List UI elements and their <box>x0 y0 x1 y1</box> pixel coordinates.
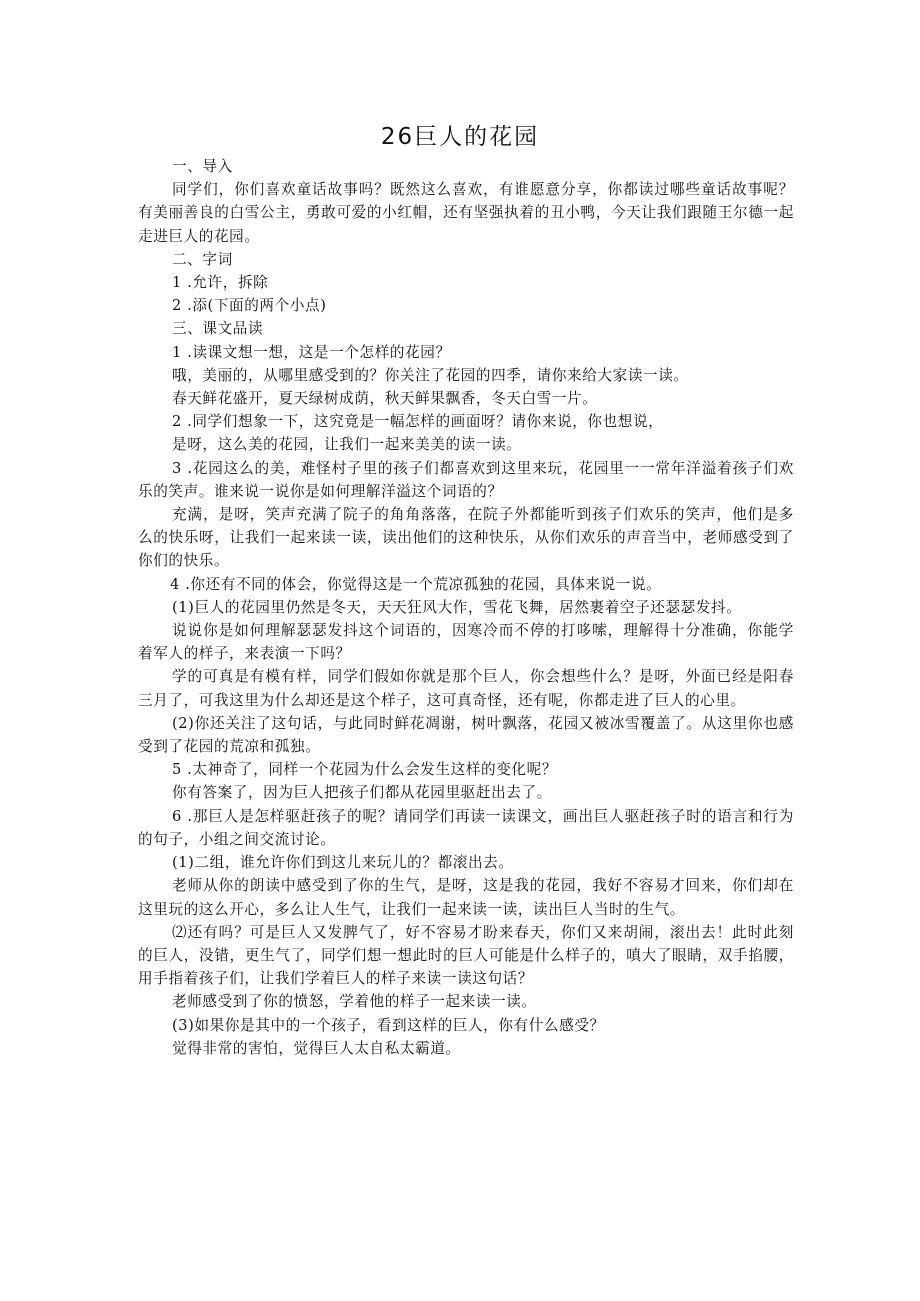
paragraph: 你有答案了，因为巨人把孩子们都从花园里驱赶出去了。 <box>172 784 552 802</box>
list-item: 6 .那巨人是怎样驱赶孩子的呢？请同学们再读一读课文，画出巨人驱赶孩子时的语言和行为的句子，小组之间交流讨论。 <box>138 807 794 848</box>
paragraph: 春天鲜花盛开，夏天绿树成荫，秋天鲜果飘香，冬天白雪一片。 <box>172 390 598 408</box>
paragraph: 同学们，你们喜欢童话故事吗？既然这么喜欢，有谁愿意分享，你都读过哪些童话故事呢？有美丽善良的白雪公主，勇敢可爱的小红帽，还有坚强执着的丑小鸭，今天让我们跟随王尔德一起走进巨人的花园。 <box>138 181 794 245</box>
paragraph: 充满，是呀，笑声充满了院子的角角落落，在院子外都能听到孩子们欢乐的笑声，他们是多么的快乐呀，让我们一起来读一读，读出他们的这种快乐，从你们欢乐的声音当中，老师感受到了你们的快乐。 <box>138 506 794 570</box>
list-item: 1 .允许，拆除 <box>172 274 269 292</box>
list-item: 3 .花园这么的美，难怪村子里的孩子们都喜欢到这里来玩，花园里一一常年洋溢着孩子们欢乐的笑声。谁来说一说你是如何理解洋溢这个词语的？ <box>138 459 794 500</box>
paragraph: 老师从你的朗读中感受到了你的生气，是呀，这是我的花园，我好不容易才回来，你们却在这里玩的这么开心，多么让人生气，让我们一起来读一读，读出巨人当时的生气。 <box>138 877 794 918</box>
paragraph: 说说你是如何理解瑟瑟发抖这个词语的，因寒冷而不停的打哆嗦，理解得十分准确，你能学着军人的样子，来表演一下吗？ <box>138 622 794 663</box>
sub-item: (1)巨人的花园里仍然是冬天，天天狂风大作，雪花飞舞，居然裹着空子还瑟瑟发抖。 <box>172 598 742 616</box>
list-item: 1 .读课文想一想，这是一个怎样的花园？ <box>172 343 451 361</box>
sub-item: (2)你还关注了这句话，与此同时鲜花凋谢，树叶飘落，花园又被冰雪覆盖了。从这里你也感受到了花园的荒凉和孤独。 <box>138 714 794 756</box>
paragraph: 是呀，这么美的花园，让我们一起来美美的读一读。 <box>172 436 522 454</box>
list-item: 4 .你还有不同的体会，你觉得这是一个荒凉孤独的花园，具体来说一说。 <box>170 575 662 593</box>
sub-item: (3)如果你是其中的一个孩子，看到这样的巨人，你有什么感受？ <box>172 1016 605 1034</box>
list-item: 5 .太神奇了，同样一个花园为什么会发生这样的变化呢？ <box>172 761 558 779</box>
list-item: 2 .同学们想象一下，这究竟是一幅怎样的画面呀？请你来说，你也想说， <box>172 413 664 431</box>
sub-item: ⑵还有吗？可是巨人又发脾气了，好不容易才盼来春天，你们又来胡闹，滚出去！此时此刻的巨人，没错，更生气了，同学们想一想此时的巨人可能是什么样子的，嗔大了眼睛，双手掐腰，用手指着孩子们，让我们学着巨人的样子来读一读这句话？ <box>138 923 794 988</box>
section-heading-reading: 三、课文品读 <box>172 320 264 338</box>
sub-item: (1)二组，谁允许你们到这儿来玩儿的？都滚出去。 <box>172 854 514 872</box>
section-heading-intro: 一、导入 <box>172 158 233 175</box>
paragraph: 学的可真是有模有样，同学们假如你就是那个巨人，你会想些什么？是呀，外面已经是阳春三月了，可我这里为什么却还是这个样子，这可真奇怪，还有呢，你都走进了巨人的心里。 <box>138 668 794 709</box>
paragraph: 哦，美丽的，从哪里感受到的？你关注了花园的四季，请你来给大家读一读。 <box>172 366 689 384</box>
paragraph: 老师感受到了你的愤怒，学着他的样子一起来读一读。 <box>172 993 537 1011</box>
document-title: 26巨人的花园 <box>380 124 540 150</box>
section-heading-words: 二、字词 <box>172 250 233 268</box>
paragraph: 觉得非常的害怕，觉得巨人太自私太霸道。 <box>172 1039 461 1057</box>
list-item: 2 .添(下面的两个小点) <box>172 297 327 315</box>
document-body <box>138 155 794 1060</box>
